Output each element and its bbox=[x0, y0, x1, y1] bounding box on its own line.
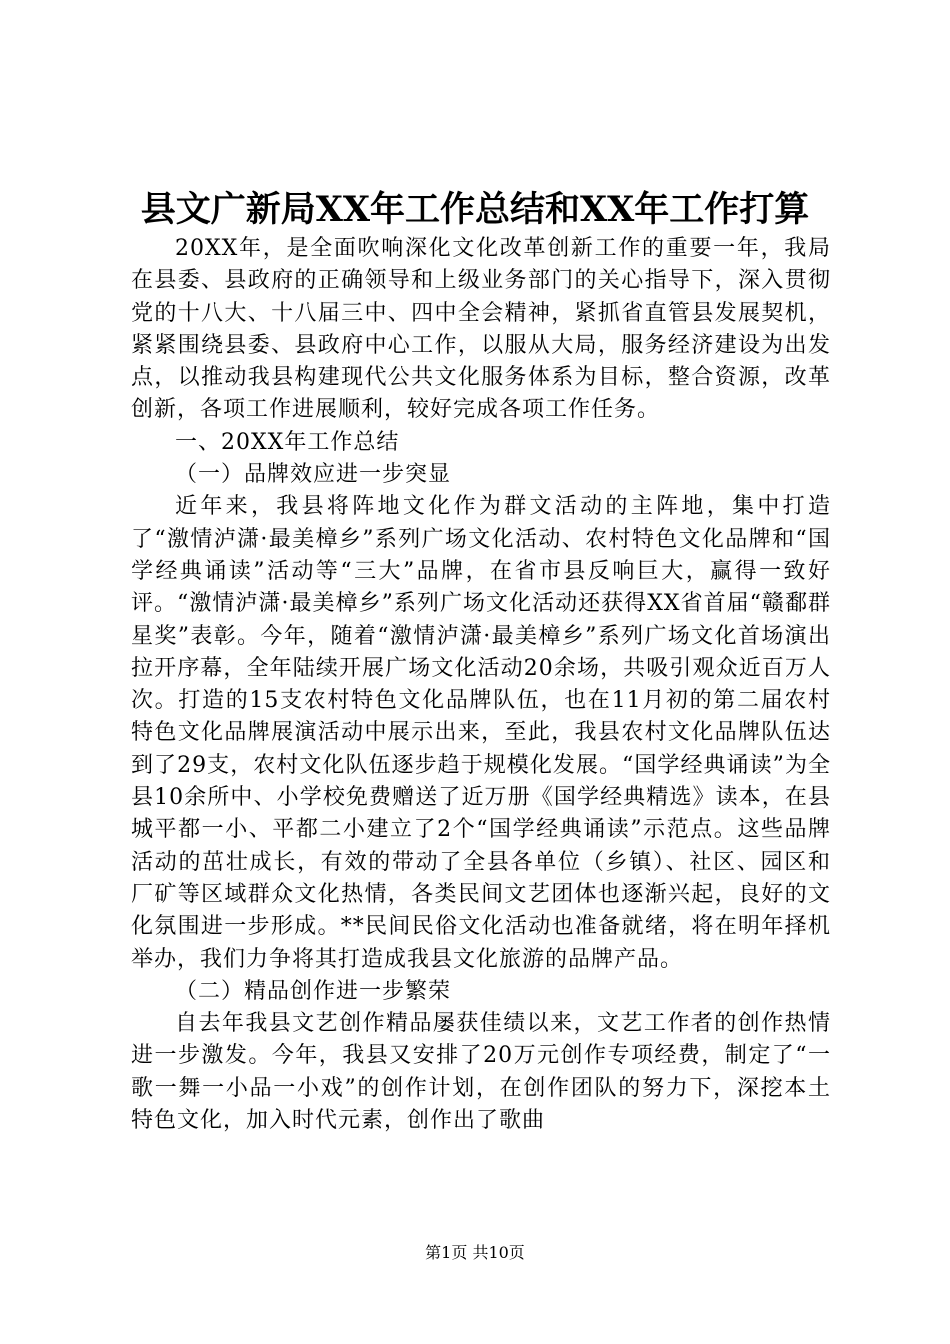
page-footer: 第1页 共10页 bbox=[425, 1243, 525, 1262]
brand-paragraph: 近年来，我县将阵地文化作为群文活动的主阵地，集中打造了“激情泸潇·最美樟乡”系列广场文化活动、农村特色文化品牌和“国学经典诵读”活动等“三大”品牌，在省市县反响巨大，赢得一致好评。“激情泸潇·最美樟乡”系列广场文化活动还获得XX省首届“赣鄱群星奖”表彰。今年，随着“激情泸潇·最美樟乡”系列广场文化首场演出拉开序幕，全年陆续开展广场文化活动20余场，共吸引观众近百万人次。打造的15支农村特色文化品牌队伍，也在11月初的第二届农村特色文化品牌展演活动中展示出来，至此，我县农村文化品牌队伍达到了29支，农村文化队伍逐步趋于规模化发展。“国学经典诵读”为全县10余所中、小学校免费赠送了近万册《国学经典精选》读本，在县城平都一小、平都二小建立了2个“国学经典诵读”示范点。这些品牌活动的茁壮成长，有效的带动了全县各单位（乡镇）、社区、园区和厂矿等区域群众文化热情，各类民间文艺团体也逐渐兴起，良好的文化氛围进一步形成。**民间民俗文化活动也准备就绪，将在明年择机举办，我们力争将其打造成我县文化旅游的品牌产品。 bbox=[131, 494, 831, 972]
creation-paragraph: 自去年我县文艺创作精品屡获佳绩以来，文艺工作者的创作热情进一步激发。今年，我县又安排了20万元创作专项经费，制定了“一歌一舞一小品一小戏”的创作计划，在创作团队的努力下，深挖本土特色文化，加入时代元素，创作出了歌曲 bbox=[131, 1011, 831, 1134]
section-heading-summary: 一、20XX年工作总结 bbox=[175, 429, 400, 455]
subsection-heading-brand: （一）品牌效应进一步突显 bbox=[175, 462, 452, 488]
subsection-heading-creation: （二）精品创作进一步繁荣 bbox=[175, 978, 452, 1004]
document-title: 县文广新局XX年工作总结和XX年工作打算 bbox=[140, 189, 810, 230]
document-body bbox=[131, 233, 831, 1137]
intro-paragraph: 20XX年，是全面吹响深化文化改革创新工作的重要一年，我局在县委、县政府的正确领导和上级业务部门的关心指导下，深入贯彻党的十八大、十八届三中、四中全会精神，紧抓省直管县发展契机，紧紧围绕县委、县政府中心工作，以服从大局，服务经济建设为出发点，以推动我县构建现代公共文化服务体系为目标，整合资源，改革创新，各项工作进展顺利，较好完成各项工作任务。 bbox=[131, 236, 831, 423]
